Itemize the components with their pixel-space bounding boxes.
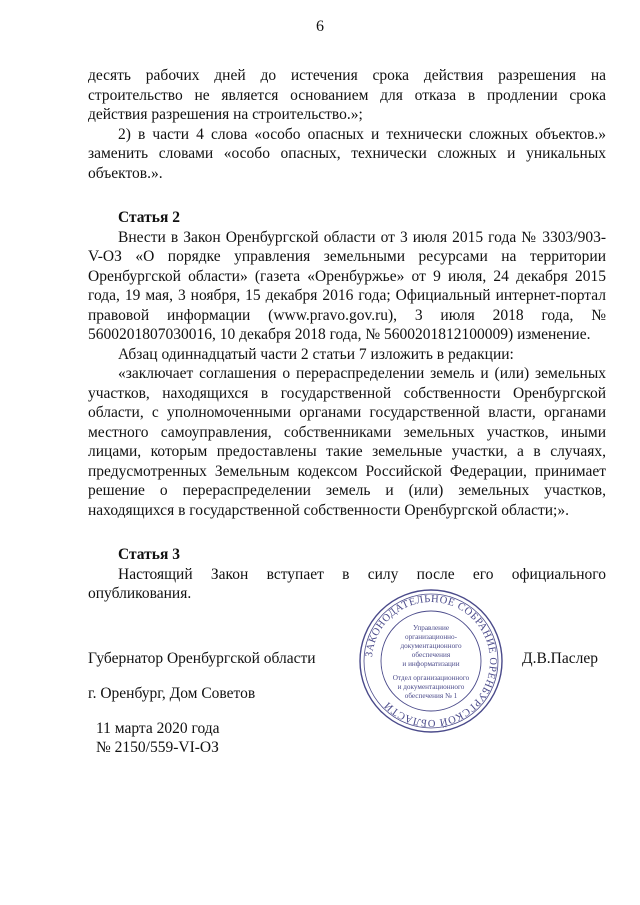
article-2-heading: Статья 2 (118, 209, 180, 226)
article-2-paragraph: Внести в Закон Оренбургской области от 3 июля 2015 года № 3303/903-V-ОЗ «О порядке управления земельными ресурсами на территории Оренбургской области» (газета «Оренбуржье» от 9 июля, 24 декабря 2015 года, 19 мая, 3 ноября, 15 декабря 2016 года; Официальный интернет-портал правовой информации (www.pravo.gov.ru), 3 июля 2018 года, № 5600201807030016, 10 декабря 2018 года, № 5600201812100009) изменение. (88, 228, 606, 343)
paragraph-continuation: десять рабочих дней до истечения срока действия разрешения на строительство не является основанием для отказа в продлении срока действия разрешения на строительство.»; (88, 67, 606, 123)
svg-text:обеспечения № 1: обеспечения № 1 (404, 692, 458, 700)
article-2-paragraph: Абзац одиннадцатый части 2 статьи 7 изложить в редакции: (118, 345, 514, 363)
paragraph-item-2: 2) в части 4 слова «особо опасных и технически сложных объектов.» заменить словами «особо опасных, технически сложных и уникальных объектов.». (88, 125, 606, 182)
governor-position: Губернатор Оренбургской области (88, 650, 316, 667)
svg-text:Отдел организационного: Отдел организационного (392, 674, 470, 682)
signing-place: г. Оренбург, Дом Советов (88, 685, 256, 702)
article-3-paragraph: Настоящий Закон вступает в силу после его официального опубликования. (88, 565, 606, 602)
governor-name: Д.В.Паслер (522, 650, 598, 667)
svg-text:обеспечения: обеспечения (411, 651, 451, 659)
svg-text:и документационного: и документационного (397, 683, 465, 691)
law-number: № 2150/559-VI-ОЗ (96, 739, 219, 756)
svg-text:Управление: Управление (412, 624, 450, 632)
svg-text:документационного: документационного (400, 642, 462, 650)
signing-date: 11 марта 2020 года (96, 720, 220, 737)
svg-text:организационно-: организационно- (404, 633, 458, 641)
stamp-outer-text: ЗАКОНОДАТЕЛЬНОЕ СОБРАНИЕ ОРЕНБУРГСКОЙ ОБЛАСТИ (364, 593, 499, 729)
page-number: 6 (316, 18, 324, 35)
article-2-quote: «заключает соглашения о перераспределении земель и (или) земельных участков, находящихся в государственной собственности Оренбургской области, с уполномоченными органами государственной власти, органами местного самоуправления, собственниками земельных участков, иными лицами, которым предоставлены такие земельные участки, а в случаях, предусмотренных Земельным кодексом Российской Федерации, принимает решение о перераспределении земель и (или) земельных участков, находящихся в государственной собственности Оренбургской области;». (88, 365, 606, 519)
svg-text:и информатизации: и информатизации (402, 660, 460, 668)
article-3-heading: Статья 3 (118, 546, 180, 563)
document-body (88, 66, 606, 604)
official-stamp (358, 588, 504, 734)
